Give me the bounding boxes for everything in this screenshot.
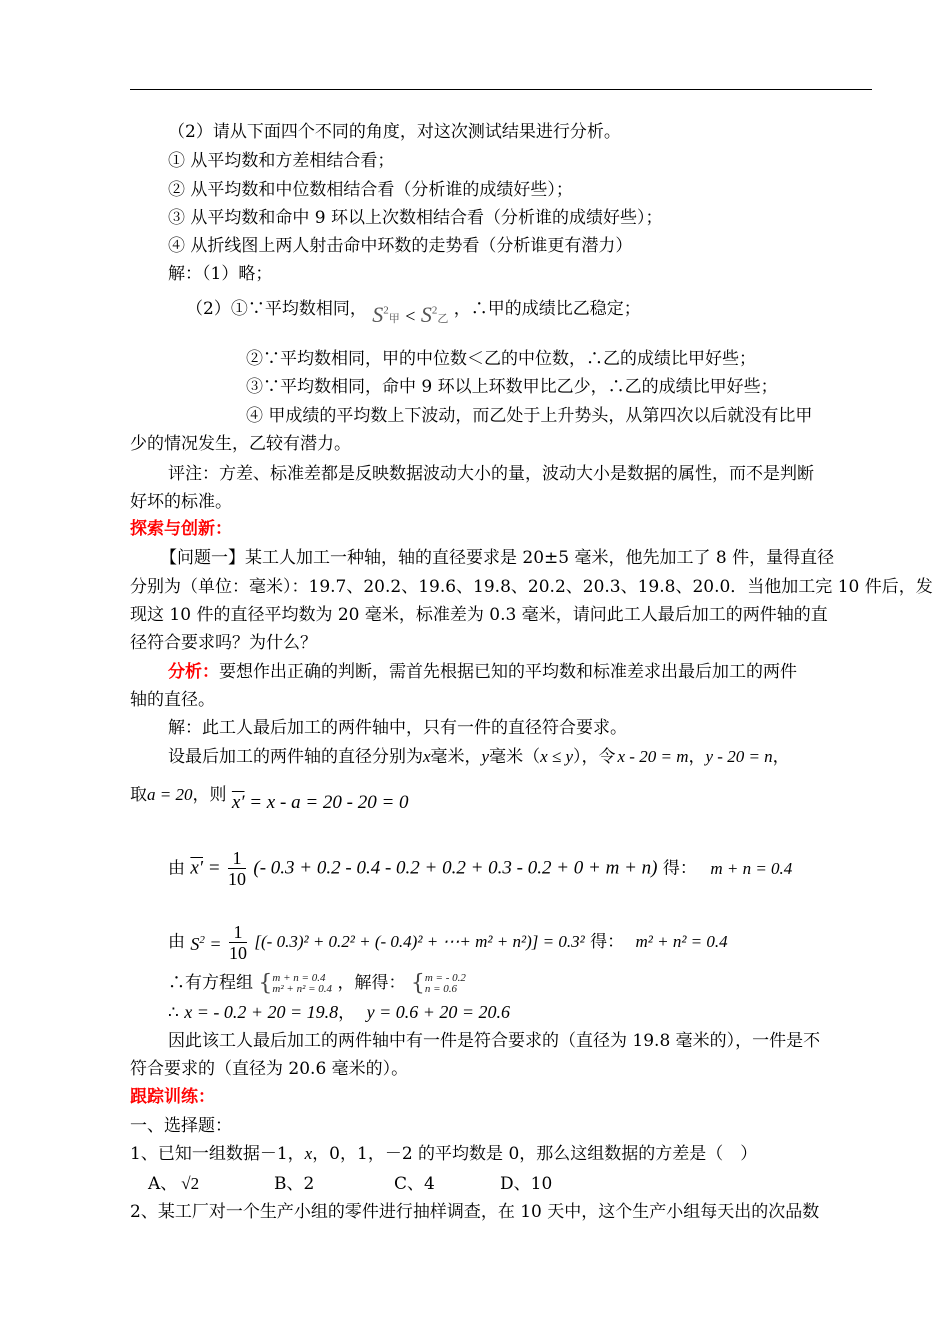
step-2: 设最后加工的两件轴的直径分别为x毫米，y毫米（x ≤ y），令 x - 20 = m，y - 20 = n， <box>168 747 790 767</box>
problem-1b: 分别为（单位：毫米）：19.7、20.2、19.6、19.8、20.2、20.3、19.8、20.0．当他加工完 10 件后，发 <box>130 577 933 597</box>
problem-1c: 现这 10 件的直径平均数为 20 毫米，标准差为 0.3 毫米，请问此工人最后加工的两件轴的直 <box>130 605 828 625</box>
header-rule <box>130 89 872 90</box>
analysis-b: 轴的直径。 <box>130 690 215 710</box>
analysis-label: 分析： <box>168 662 219 682</box>
solution-2-line <box>186 296 931 332</box>
system-line: ∴有方程组 { m + n = 0.4 m² + n² = 0.4 ，解得： { m = - 0.2 n = 0.6 <box>168 971 466 996</box>
solution-3: ②∵平均数相同，甲的中位数＜乙的中位数，∴乙的成绩比甲好些； <box>246 349 756 369</box>
track-heading: 跟踪训练： <box>130 1087 215 1107</box>
option-d: D、10 <box>500 1174 553 1194</box>
conclusion-a: 因此该工人最后加工的两件轴中有一件是符合要求的（直径为 19.8 毫米的），一件是不 <box>168 1031 821 1051</box>
variance-compare: $S^2$甲 < $S^2$乙 <box>372 302 449 327</box>
step-1: 解：此工人最后加工的两件轴中，只有一件的直径符合要求。 <box>168 718 627 738</box>
system-1: m + n = 0.4 m² + n² = 0.4 <box>272 971 333 995</box>
option-a: A、 √2 <box>148 1174 200 1194</box>
option-c: C、4 <box>394 1174 435 1194</box>
angle-3: ③ 从平均数和命中 9 环以上次数相结合看（分析谁的成绩好些）； <box>168 208 663 228</box>
explore-heading: 探索与创新： <box>130 519 232 539</box>
solution-2-pre: （2）①∵平均数相同， <box>186 299 367 319</box>
angle-4: ④ 从折线图上两人射击命中环数的走势看（分析谁更有潜力） <box>168 236 633 256</box>
conclusion-b: 符合要求的（直径为 20.6 毫米的）。 <box>130 1059 409 1079</box>
system-2: m = - 0.2 n = 0.6 <box>424 971 466 995</box>
angle-1: ① 从平均数和方差相结合看； <box>168 151 395 171</box>
solution-5b: 少的情况发生，乙较有潜力。 <box>130 434 351 454</box>
analysis-text: 要想作出正确的判断，需首先根据已知的平均数和标准差求出最后加工的两件 <box>219 662 797 682</box>
section-choice: 一、选择题： <box>130 1116 232 1136</box>
angle-2: ② 从平均数和中位数相结合看（分析谁的成绩好些）； <box>168 180 573 200</box>
choice-question-1: 1、已知一组数据－1，x，0，1，－2 的平均数是 0，那么这组数据的方差是（ ） <box>130 1144 758 1164</box>
results-line: ∴ x = - 0.2 + 20 = 19.8， y = 0.6 + 20 = 20.6 <box>168 1002 511 1023</box>
choice-options <box>148 1171 893 1197</box>
comment-a: 评注：方差、标准差都是反映数据波动大小的量，波动大小是数据的属性，而不是判断 <box>168 464 814 484</box>
variance-equation: 由 $S^2$ = $\frac{1}{10}$ [(- 0.3)² + 0.2² + (- 0.4)² + ⋯+ m² + n²)] = 0.3² 得： m² + n² = 0.4 <box>168 921 728 963</box>
analysis-line <box>168 659 913 685</box>
problem-1a: 【问题一】某工人加工一种轴，轴的直径要求是 20±5 毫米，他先加工了 8 件，量得直径 <box>160 548 835 568</box>
question-2: （2）请从下面四个不同的角度，对这次测试结果进行分析。 <box>168 122 621 142</box>
choice-question-2: 2、某工厂对一个生产小组的零件进行抽样调查，在 10 天中，这个生产小组每天出的次品数 <box>130 1202 820 1222</box>
solution-5a: ④ 甲成绩的平均数上下波动，而乙处于上升势头，从第四次以后就没有比甲 <box>246 406 813 426</box>
option-b: B、2 <box>274 1174 315 1194</box>
step-3: 取a = 20，则 x′ = x - a = 20 - 20 = 0 <box>130 785 409 813</box>
solution-4: ③∵平均数相同，命中 9 环以上环数甲比乙少，∴乙的成绩比甲好些； <box>246 377 778 397</box>
solution-1: 解：（1）略； <box>168 264 273 284</box>
comment-b: 好坏的标准。 <box>130 492 232 512</box>
solution-2-post: ，∴甲的成绩比乙稳定； <box>453 299 641 319</box>
mean-equation: 由 x′ = $\frac{1}{10}$ (- 0.3 + 0.2 - 0.4 - 0.2 + 0.2 + 0.3 - 0.2 + 0 + m + n) 得： m + n = 0.4 <box>168 848 793 889</box>
problem-1d: 径符合要求吗？为什么？ <box>130 633 317 653</box>
